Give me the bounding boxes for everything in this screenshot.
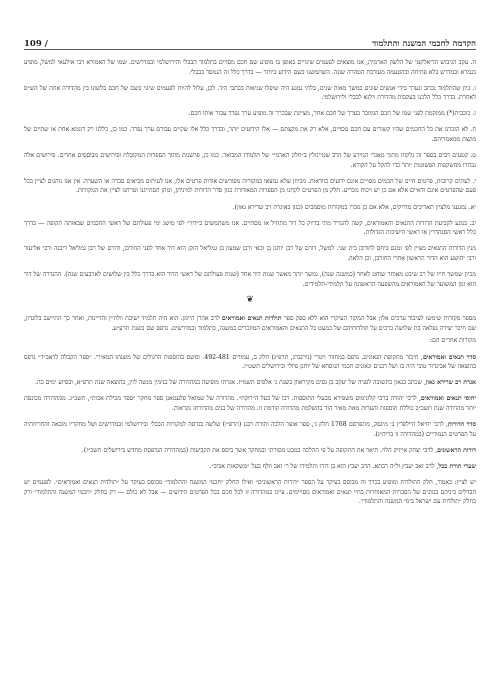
paragraph-yud-bet: יב. בנוגע לקביעת הדורות התנאים והאמוראים, קשה להגדיר מתי בדיוק כל דור מתחיל או מסתיים. אנו משתמשים ב״דור״ לפי מושג ימי פעולתם של ראשי החכמים שבאותה תקופה — בדרך כלל ראשי הסנהדרין או ראשי הישיבות הגדולות. <box>24 219 476 237</box>
bib-entry-text: שכתב בגאון בתשובה לפניה של יעקב בן נסים מקיראוון בשנת ג׳ אלפים תשמ״ז. אגרתו מופיעה במהדורה של בנימין מנשה לוין, בהוצאה שנת תרפ״א, ובסיוע ימים כה. <box>35 379 422 387</box>
bib-main-source-title: תולדות תנאים ואמוראים <box>221 315 282 323</box>
paragraph-zayin: ז. כוכבית(*) ממוקמת לפני שמו של חכם המוזכר בערך של חכם אחר, מציינת שבכרך זה מופיע ערך נפרד עבור אותו חכם. <box>188 110 476 118</box>
bibliography-intro <box>24 314 476 333</box>
page-number-separator: / <box>44 39 48 49</box>
bib-intro-prefix: מספר מקורות שימשו לעיבוד ערכים אלו; אבל המקור העיקרי הוא ללא ספק ספר <box>283 315 476 323</box>
bibliography-other-sources-label: מקורות אחרים הם: <box>430 337 476 345</box>
page-number: 109 <box>24 39 42 49</box>
bib-entry: סדר הדורות, לרבי יחיאל היילפרין ב׳ מינסק, מתפרסם 1768 חלק ג׳, ספר אוצר הלכה ותורת רבנן (תרפ״ז) שלשה בגרסה למקורות הבבלי ובירושלמי ובמדרשים ושל מחקריו מובאה והחריוותיה על הפרטים הגמוריים (במהדורה זו בריה״ג). <box>24 421 476 438</box>
header-title: הקדמה לחכמי המשנה והתלמוד <box>372 39 476 49</box>
bib-entry-text: לרבי יחיאל היילפרין ב׳ מינסק, מתפרסם 1768 חלק ג׳, ספר אוצר הלכה ותורת רבנן (תרפ״ז) שלשה בגרסה למקורות הבבלי ובירושלמי ובמדרשים ושל מחקריו מובאה והחריוותיה על הפרטים הגמוריים (במהדורה זו בריה״ג). <box>24 421 476 438</box>
paragraph-tet: ט. קטעים רבים בספר זה נלקחו מתוך מאגרי המידע של הרב שטיינזלץ ב״חלק הארמי״ של תלמודו המבואר. כמו כן, פרשנות מתוך הספרות המקובלת ופירושים מבוססים אחרים. פירושים אלה נבחרו מהשקפות הפשוטות יותר כדי להקל על הקורא. <box>24 152 476 169</box>
bib-entry-text: חיבור מתקופת הגאונים. נדפס במחזור ויטרי (נירנברג, תרפ״ג) חלק ב, עמודים 492-481. ומשם בהוספות הרגולים של משנתו המאירי. ״ספר הקבלה לראב״ד״ נדפס בהוצאה של אביגדור טובי היה בו ושל רבנים וגאונים חכמי הנוסחא של יוחנן פיולי ובירושלים תשט״ז. <box>24 353 476 371</box>
bib-entry-title: סדר הדורות <box>447 421 476 429</box>
paragraph-chet: ח. לא הזכרנו את כל החכמים שהיו קשורים עם חכם מסויים, אלא רק את מקצתם — אלו הידועים יותר, ובדרך כלל אלו שקיים עבורם ערך נפרד. כמו כן, כללנו רק דוגמא אחת או שתיים של מקצת ממאמריהם. <box>24 126 476 144</box>
paragraph-he: ה. עקב הגיבוש הדיאלקטי של הלשון הארמית, אנו מוצאים לפעמים שינויים באופן בו מופיע שם חכם מסויים בתלמוד הבבלי והירושלמי ובמדרשים. שמו של האמורא רבי אילעאי למשל, מופיע בגמרא ובמדרש בלא פתיחה ובהטעמה מעורבת הטהרה שונה. השתמשנו בשם הידוע ביותר — בדרך כלל זה הנמסר בבבלי. <box>24 59 476 76</box>
page-body <box>24 58 476 673</box>
section-divider-ornament: ❦ <box>246 294 254 305</box>
paragraph-vav: ו. כיון שהתלמוד נכתב ונערך בידי אנשים שונים במשך מאות שנים, בלתי נמנע היה שיפלו שגיאות בכתבי היד. לכן, עלול להיות לפעמים שינוי בשם של חכם בלשונו בין מהדורה אחת של הש״ס לאחרת. בדרך כלל הלכנו בעקבות מהדורת וילנא לבבלי ולירושלמי. <box>24 84 476 102</box>
bib-entry: דורות הראשונים, לרבי יצחק אייזיק הלוי. תיאר את התקופה על פי ההלכה במבט מסורתי ובמחקר אשר ביסס את הקביעות (במהדורה הנדפסת מחדש בירושלים תשכ״ז). <box>81 446 476 454</box>
running-header <box>24 33 476 50</box>
bib-entry-title: שערי תורת בבל <box>438 462 476 470</box>
bib-entry: יחוסי תנאים ואמוראים, לרבי יהודה ברבי קלונימוס משפירא מבעלי התוספות. רבו של בעל ה״רוקח״. מהדורה של שמואל פלעמאנן ספר מחקר ״ספר מכילת אבות״, תשכ״ג. ממהדורה מכונסת יותר מהדורה שנת תשכ״ב כוללת תוספות והערות מאת מאיר הוד בהשלמת מהדורה קודמת זו. מהדורה של בנים מהדורתו נקראות. <box>24 395 476 412</box>
bib-entry: אגרת רב שרירא גאון, שכתב בגאון בתשובה לפניה של יעקב בן נסים מקיראוון בשנת ג׳ אלפים תשמ״ז. אגרתו מופיעה במהדורה של בנימין מנשה לוין, בהוצאה שנת תרפ״א, ובסיוע ימים כה. <box>35 379 476 387</box>
bib-entry-text: לרבי יהודה ברבי קלונימוס משפירא מבעלי התוספות. רבו של בעל ה״רוקח״. מהדורה של שמואל פלעמאנן ספר מחקר ״ספר מכילת אבות״, תשכ״ג. ממהדורה מכונסת יותר מהדורה שנת תשכ״ב כוללת תוספות והערות מאת מאיר הוד בהשלמת מהדורה קודמת זו. מהדורה של בנים מהדורתו נקראות. <box>24 395 476 412</box>
bib-entry: שערי תורת בבל, לרב זאב יעבץ ול״ה רבתא. הרב יעבץ הוא בן דורו ותלמידו של ר׳ זאב וולף בעל ״משקאות אביב״. <box>209 462 476 470</box>
bib-entry-text: לרב זאב יעבץ ול״ה רבתא. הרב יעבץ הוא בן דורו ותלמידו של ר׳ זאב וולף בעל ״משקאות אביב״. <box>209 462 435 470</box>
bib-entry-text: לרבי יצחק אייזיק הלוי. תיאר את התקופה על פי ההלכה במבט מסורתי ובמחקר אשר ביסס את הקביעות (במהדורה הנדפסת מחדש בירושלים תשכ״ז). <box>81 446 434 454</box>
page-number-group <box>24 39 48 49</box>
bib-entry-title: אגרת רב שרירא גאון <box>425 379 476 387</box>
bib-entry-title: סדר תנאים ואמוראים <box>422 353 476 361</box>
bib-entry: סדר תנאים ואמוראים, חיבור מתקופת הגאונים. נדפס במחזור ויטרי (נירנברג, תרפ״ג) חלק ב, עמודים 492-481. ומשם בהוספות הרגולים של משנתו המאירי. ״ספר הקבלה לראב״ד״ נדפס בהוצאה של אביגדור טובי היה בו ושל רבנים וגאונים חכמי הנוסחא של יוחנן פיולי ובירושלים תשט״ז. <box>24 353 476 371</box>
bib-entry-title: דורות הראשונים <box>437 446 476 454</box>
bib-intro-suffix: לרב אהרן היימן. הוא היה תלמיד ישיבת וולוז׳ין והדיינות, ואחר כך התיישב בלונדון, שם חיבר יצירה נפלאה בת שלושה כרכים על תולדותיהם של כמעט כל התנאים והאמוראים המוזכרים במשנה, בתלמוד ובמדרשים. נדפס שם בשנת תרע״ע. <box>24 315 476 332</box>
paragraph-generation-span: מכיון שמשך חייו של רב שיבט מאוחר שוחט לאחר (כמשנה שנה), נמשך יותר מאשר שנות דור אחד (שנות פעולתם של ראשי הדור הוא בדרך כלל בין שלושים לארבעים שנה). ההגדרה של דור הוא זמן המשוער של האמוראים מהשפעה הראשונה על תלמידי-תלמידים. <box>24 271 476 288</box>
paragraph-generations: מנין הדורות התנאים מציין לפי זמנם ביחס לחורבן בית שני. למשל, דורם של רבן יוחנן בן זכאי ורבן שמעון בן גמליאל הזקן הוא דור אחד לפני החורבן, ודורם של רבן גמליאל דיבנה ורבי אליעזר ורבי יהושע הוא הדור הראשון אחרי החורבן, וכן הלאה. <box>24 245 476 262</box>
bib-entry-title: יחוסי תנאים ואמוראים <box>420 395 476 403</box>
paragraph-yud: י. לעתים קרובות, פרטים חיים של חכמים מסויים אינם ידועים בוודאות. מכיוון שלא נמצאו במקורות מפורשים אודות פרטים אלו, אנו לעיתים מביאים סברה או השערה. אין אנו נוהגים לציין בכל פעם שהפרטים אינם ודאיים אלא אם כן יש ויכוח מכריע. חלק מן הפרטים לקחנו מן הספרות המאוחרת כגון סדר הדורות למיניהן, ומהן הסתייגנו וטרחנו לציין את המקורות. <box>24 177 476 195</box>
paragraph-yud-alef: יא. נמנענו מלציין תאריכים מדויקים, אלא אם כן נזכרו במקורות מוסמכים (כגון באיגרת רב שרירא גאון). <box>232 203 476 211</box>
closing-note: יש לציין: כאמור, חלק התולדות ומופיע בכרך זה מבוסס בעיקר על הספר ״דורות הראשונים״ ואילו החלק ״חכמי המשנה והתלמוד״ מבוסס בעיקר על ״תולדות תנאים ואמוראים״. לפעמים יש הבדלים ביניהם בגוונים של הסברות המאוחרות בחיי תנאים ואמוראים מסויימים. ציינו במהדורה זו לכל חכם בכל הפרטים הידועים — אבל לא כולם — רק בחלק ״חכמי המשנה והתלמוד״ ורק בחלק ״תולדות עם ישראל בימי המשנה והתלמוד״. <box>24 478 476 506</box>
